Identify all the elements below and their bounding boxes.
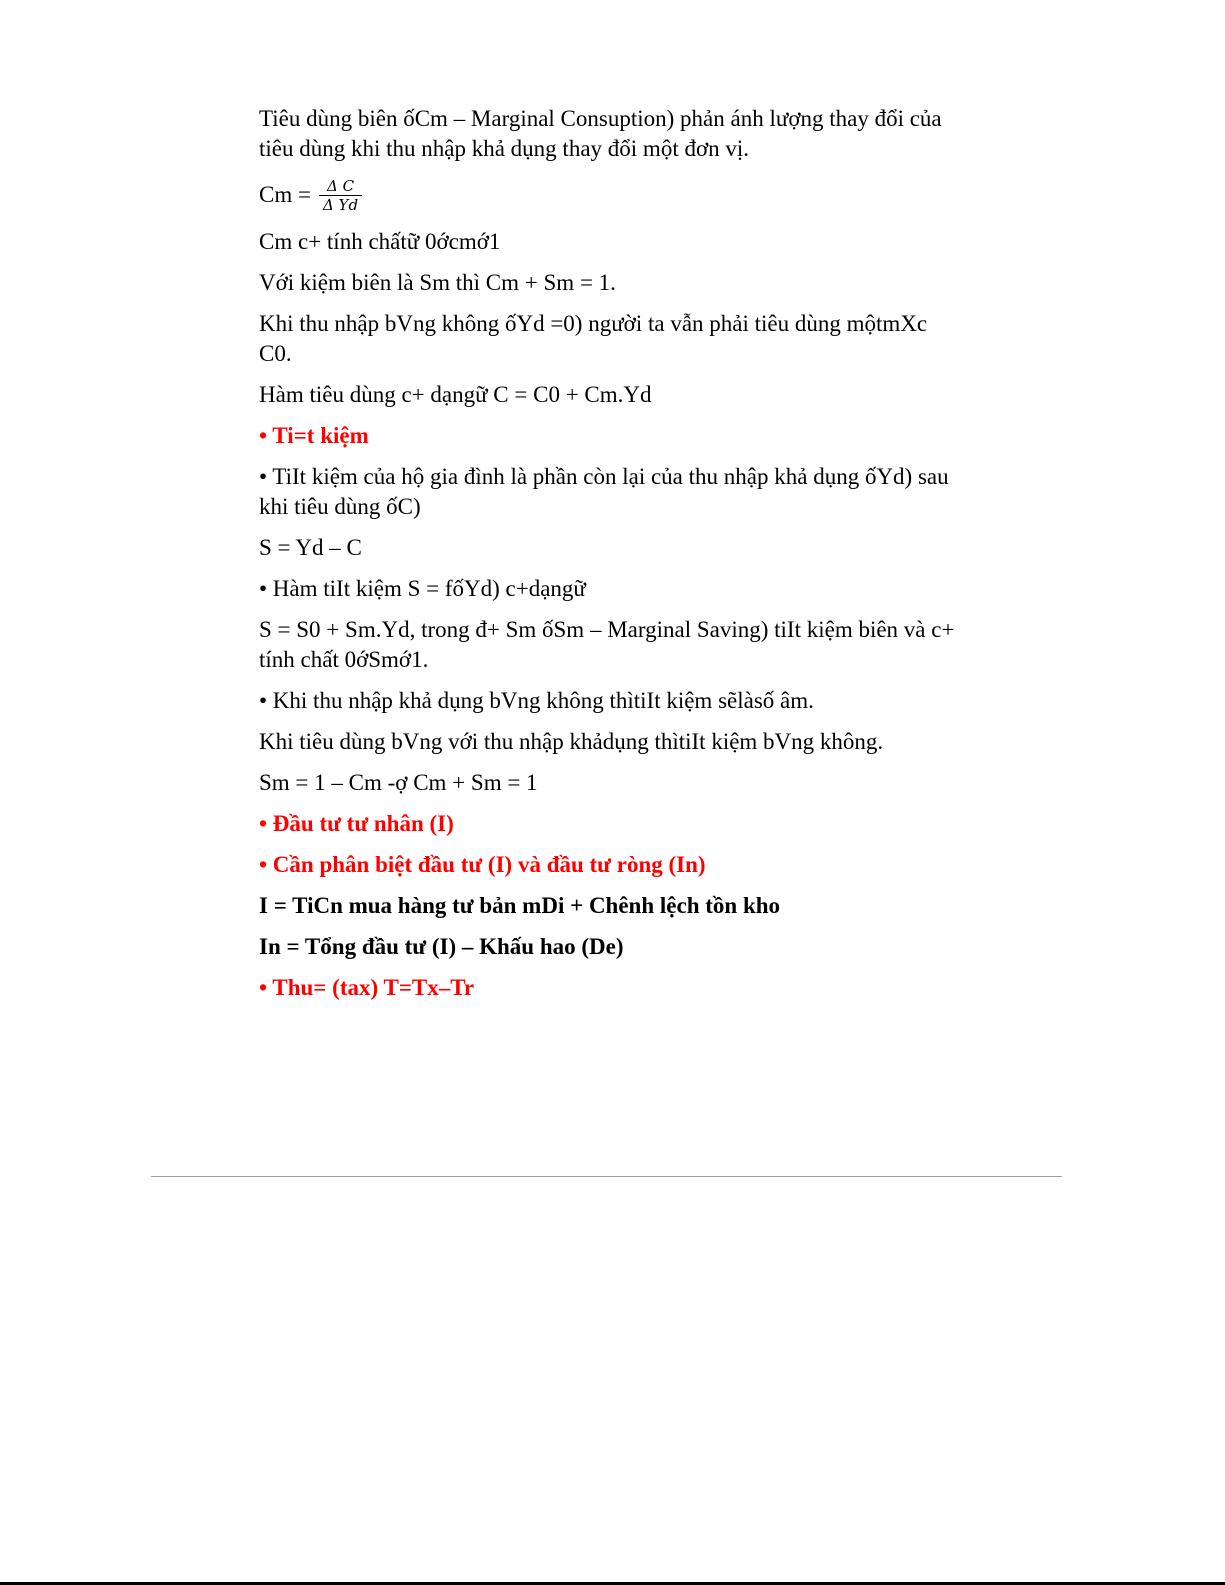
paragraph-saving-identity: S = Yd – C [259, 535, 362, 560]
formula-investment: I = TiCn mua hàng tư bản mDi + Chênh lệch tồn kho [259, 893, 781, 918]
formula-cm [259, 175, 959, 215]
paragraph-consumption-function: Hàm tiêu dùng c+ dạngữ C = C0 + Cm.Yd [259, 382, 652, 407]
paragraph-household-saving: • TiIt kiệm của hộ gia đình là phần còn lại của thu nhập khả dụng ốYd) sau khi tiêu dùng ốC) [259, 464, 949, 519]
formula-lhs: Cm = [259, 182, 311, 207]
formula-net-investment: In = Tổng đầu tư (I) – Khấu hao (De) [259, 934, 624, 959]
paragraph-zero-saving: Khi tiêu dùng bVng với thu nhập khảdụng thìtiIt kiệm bVng không. [259, 729, 884, 754]
paragraph-sm-formula: Sm = 1 – Cm -ợ Cm + Sm = 1 [259, 770, 538, 795]
paragraph-negative-saving: • Khi thu nhập khả dụng bVng không thìtiIt kiệm sẽlàsố âm. [259, 688, 814, 713]
paragraph-cm-property: Cm c+ tính chấtữ 0ớcmớ1 [259, 229, 501, 254]
heading-private-investment: • Đầu tư tư nhân (I) [259, 811, 454, 836]
fraction-numerator: Δ C [326, 176, 355, 195]
paragraph-sm-relation: Với kiệm biên là Sm thì Cm + Sm = 1. [259, 270, 616, 295]
page-content [259, 104, 959, 1014]
paragraph-saving-formula: S = S0 + Sm.Yd, trong đ+ Sm ốSm – Marginal Saving) tiIt kiệm biên và c+ tính chất 0ớSmớ1. [259, 617, 955, 672]
heading-saving: • Ti=t kiệm [259, 423, 369, 448]
paragraph-autonomous-consumption: Khi thu nhập bVng không ốYd =0) người ta vẫn phải tiêu dùng mộtmXc C0. [259, 311, 928, 366]
heading-tax: • Thu= (tax) T=Tx–Tr [259, 975, 475, 1000]
paragraph-saving-function: • Hàm tiIt kiệm S = fốYd) c+dạngữ [259, 576, 586, 601]
page-divider [151, 1176, 1062, 1177]
formula-fraction [319, 177, 362, 214]
paragraph-marginal-consumption: Tiêu dùng biên ốCm – Marginal Consuption) phản ánh lượng thay đổi của tiêu dùng khi thu nhập khả dụng thay đổi một đơn vị. [259, 106, 942, 161]
heading-net-investment: • Cần phân biệt đầu tư (I) và đầu tư ròng (In) [259, 852, 706, 877]
fraction-denominator: Δ Yd [322, 195, 359, 214]
